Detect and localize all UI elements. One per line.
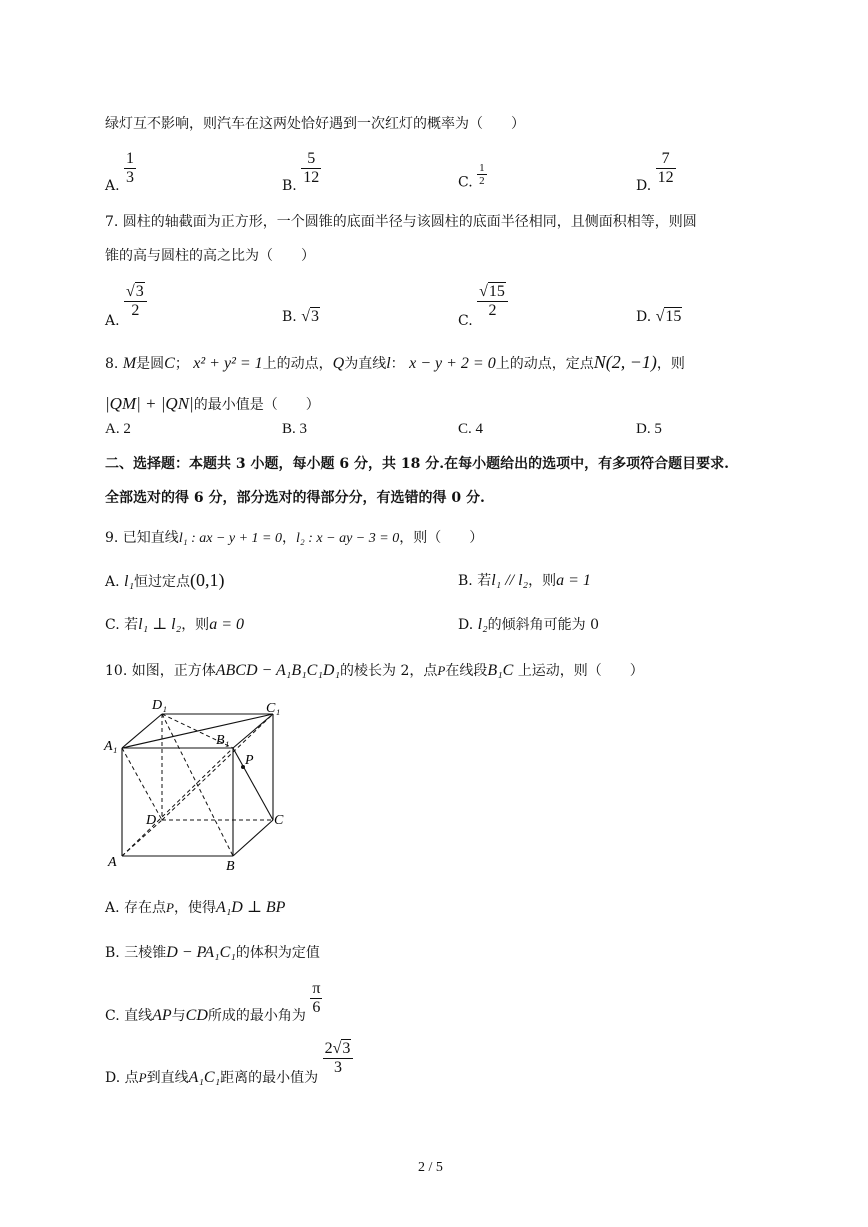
text: 距离的最小值为	[220, 1070, 319, 1087]
q8-option-c: C. 4	[458, 421, 484, 437]
fraction: $\frac{5}{12}$	[303, 150, 320, 186]
q7-stem-line2: 锥的高与圆柱的高之比为（ ）	[105, 248, 315, 264]
label-C1: C₁	[266, 701, 281, 716]
q8-option-d: D. 5	[636, 421, 662, 437]
q9-option-d	[458, 614, 599, 634]
q8-option-a: A. 2	[105, 421, 131, 437]
math: A₁D ⊥ BP	[215, 899, 286, 916]
label-A1: A₁	[104, 739, 118, 754]
q7-option-c	[458, 283, 508, 329]
text: 9. 已知直线	[105, 530, 179, 546]
math: P	[166, 900, 174, 915]
q6-stem: 绿灯互不影响，则汽车在这两处恰好遇到一次红灯的概率为（ ）	[105, 116, 525, 132]
text: 是圆	[136, 356, 165, 372]
math-M: M	[122, 355, 137, 372]
math: A₁C₁	[188, 1069, 221, 1087]
text: 恒过定点	[134, 574, 191, 590]
q7-stem-line1: 7. 圆柱的轴截面为正方形，一个圆锥的底面半径与该圆柱的底面半径相同，且侧面积相等，则圆	[105, 214, 697, 230]
section-heading-line2: 全部选对的得 6 分，部分选对的得部分分，有选错的得 0 分.	[105, 490, 485, 506]
text: A. 存在点	[105, 900, 167, 916]
text: 到直线	[146, 1070, 189, 1087]
sqrt-expression: √3	[301, 308, 319, 325]
fraction: $\frac{√3}{2}$	[124, 283, 147, 319]
q8-stem-line1	[105, 352, 685, 373]
math: a = 0	[209, 616, 244, 633]
line-l1-equation: l₁ : ax − y + 1 = 0	[178, 531, 283, 546]
q6-option-a	[105, 150, 136, 194]
q6-option-d	[636, 150, 676, 194]
q7-option-a	[105, 283, 147, 329]
text: 所成的最小角为	[207, 1008, 306, 1025]
option-label: C.	[458, 313, 473, 330]
section-heading-line1: 二、选择题：本题共 3 小题，每小题 6 分，共 18 分.在每小题给出的选项中，有多项符合题目要求.	[105, 456, 729, 472]
text: ；	[174, 356, 189, 372]
fraction: $\frac{2√3}{3}$	[323, 1040, 354, 1076]
segment: B₁C	[487, 662, 514, 679]
point-N: N(2, −1)	[593, 352, 657, 372]
option-label: D.	[458, 617, 474, 633]
q10-option-c	[105, 980, 322, 1025]
label-B1: B₁	[216, 733, 230, 748]
text: ，则（ ）	[399, 530, 484, 546]
math: CD	[185, 1007, 208, 1025]
text: 上的动点，定点	[495, 356, 594, 372]
text: ，	[282, 530, 297, 546]
text: 上运动，则（ ）	[517, 663, 644, 679]
math: l₁	[124, 573, 135, 590]
page-number: 2 / 5	[418, 1160, 443, 1175]
fraction: $\frac{\pi}{6}$	[312, 980, 321, 1016]
text: 10. 如图，正方体	[105, 663, 216, 679]
line-l2-equation: l₂ : x − ay − 3 = 0	[296, 531, 400, 546]
text: B. 三棱锥	[105, 945, 167, 961]
text: 为直线	[344, 356, 387, 372]
label-B: B	[226, 859, 235, 874]
q10-stem	[105, 660, 644, 680]
q8-stem-line2	[105, 394, 320, 414]
option-label: A.	[105, 178, 120, 195]
text: 的最小值是（ ）	[193, 397, 320, 413]
text: 上的动点，	[262, 356, 333, 372]
cube-figure	[100, 690, 300, 880]
distance-expression: |QM| + |QN|	[105, 394, 194, 413]
label-P: P	[245, 753, 254, 768]
q6-option-c	[458, 162, 487, 191]
question-number: 8.	[105, 356, 119, 372]
point-coordinates: (0,1)	[190, 570, 225, 590]
q9-stem	[105, 527, 483, 547]
option-label: A.	[105, 574, 120, 590]
option-label: C.	[458, 174, 473, 191]
fraction: $\frac{7}{12}$	[657, 150, 674, 186]
text: 的倾斜角可能为 0	[487, 617, 600, 633]
label-D: D	[146, 813, 157, 828]
text: ，使得	[173, 900, 216, 916]
math-Q: Q	[332, 355, 345, 372]
q10-option-a	[105, 897, 285, 917]
option-label: B.	[282, 309, 297, 325]
math-l: l	[386, 355, 391, 372]
text: C. 直线	[105, 1008, 153, 1025]
sqrt-expression: √15	[655, 308, 682, 325]
option-label: A.	[105, 313, 120, 330]
label-A: A	[108, 855, 117, 870]
q9-option-b	[458, 570, 591, 590]
fraction: $\frac{√15}{2}$	[477, 283, 508, 319]
option-label: B.	[282, 178, 297, 195]
q9-option-c	[105, 614, 244, 634]
option-label: B. 若	[458, 573, 492, 589]
line-equation: x − y + 2 = 0	[409, 355, 496, 372]
math: l₂	[477, 616, 488, 633]
cube-name: ABCD − A₁B₁C₁D₁	[215, 662, 341, 679]
q10-option-d	[105, 1040, 353, 1087]
math-C: C	[164, 355, 175, 372]
q7-option-b	[282, 308, 320, 326]
text: 与	[171, 1008, 186, 1025]
q8-option-b: B. 3	[282, 421, 308, 437]
math: D − PA₁C₁	[166, 944, 236, 961]
fraction: $\frac{1}{2}$	[479, 162, 485, 188]
text: ，则	[181, 617, 210, 633]
text: 的体积为定值	[235, 945, 320, 961]
text: 在线段	[445, 663, 488, 679]
text: ：	[390, 356, 405, 372]
text: ，则	[656, 356, 685, 372]
math: l₁ ⊥ l₂	[138, 616, 182, 633]
text: ，则	[528, 573, 557, 589]
q9-option-a	[105, 570, 225, 591]
text: D. 点	[105, 1070, 139, 1087]
q6-option-b	[282, 150, 321, 194]
math: P	[437, 663, 446, 678]
option-label: D.	[636, 178, 652, 195]
label-C: C	[274, 813, 284, 828]
option-label: D.	[636, 309, 652, 325]
math: P	[138, 1070, 147, 1086]
math: l₁ // l₂	[491, 572, 529, 589]
q10-option-b	[105, 942, 320, 962]
q7-option-d	[636, 308, 682, 326]
circle-equation: x² + y² = 1	[193, 355, 263, 372]
option-label: C. 若	[105, 617, 139, 633]
fraction: $\frac{1}{3}$	[126, 150, 135, 186]
label-D1: D₁	[152, 698, 167, 713]
math: a = 1	[556, 572, 591, 589]
math: AP	[152, 1007, 172, 1025]
text: 的棱长为 2，点	[340, 663, 438, 679]
